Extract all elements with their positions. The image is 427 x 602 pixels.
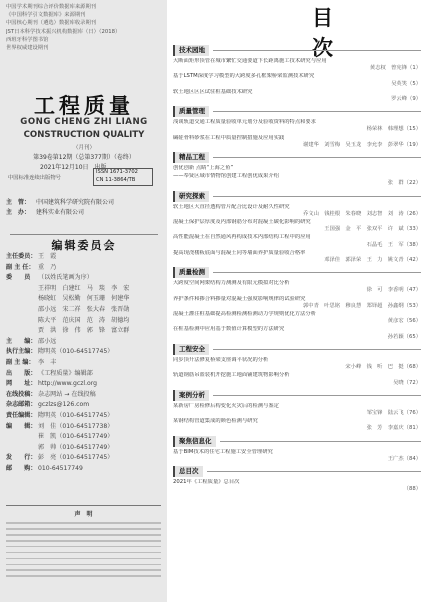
article-title[interactable]: 浅谈轨道交通工程质量验收单元划分及验收资料的特点和要求 xyxy=(173,119,317,126)
board-value: 邵小远 宋二祥 张大春 张晋勋 xyxy=(38,305,130,313)
sponsor-value: 中国建筑科学研究院有限公司 xyxy=(36,199,115,206)
section-header xyxy=(173,106,421,117)
article-page: （56） xyxy=(403,318,421,325)
section-rule xyxy=(213,395,421,396)
board-row xyxy=(6,379,164,390)
article-entry[interactable] xyxy=(173,119,421,133)
board-value: （以姓氏笔画为序） xyxy=(38,274,93,282)
board-value: 隋明英（010-64517745） xyxy=(38,411,114,419)
section-header xyxy=(173,436,421,447)
article-title[interactable]: 某钢结构管道集成的颜色检测与研究 xyxy=(173,418,258,425)
board-row xyxy=(6,284,164,295)
article-meta xyxy=(173,425,421,432)
article-page: （26） xyxy=(403,210,421,217)
section-header xyxy=(173,191,421,202)
section-header xyxy=(173,152,421,163)
article-entry[interactable] xyxy=(173,280,421,294)
index-line: 西班牙科学图书馆 xyxy=(6,36,49,43)
issue-number: 第39卷第12期（总第377期）（卷终） xyxy=(33,154,135,161)
board-value: 重 乃 xyxy=(38,263,57,271)
contents-column xyxy=(167,0,427,602)
article-authors: 罗云峰 xyxy=(391,96,407,103)
article-title[interactable]: 软土地区大直径透构管片配合比设计及耐久性研究 xyxy=(173,203,290,210)
article-page: （5） xyxy=(407,80,421,87)
article-meta xyxy=(173,486,421,493)
article-meta xyxy=(173,126,421,133)
article-page: （42） xyxy=(403,257,421,264)
board-row xyxy=(6,316,164,327)
board-row xyxy=(6,294,164,305)
article-page: （76） xyxy=(403,409,421,416)
article-page: （47） xyxy=(403,287,421,294)
article-title[interactable]: 基于BIM技术的住宅工程施工安全管理研究 xyxy=(173,448,273,455)
board-value: 《工程质量》编辑部 xyxy=(38,369,93,377)
statement-text-line xyxy=(6,546,161,548)
board-value: 刘 佳（010-64517738） xyxy=(38,422,114,430)
sponsor-key: 主 办： xyxy=(6,209,31,216)
board-key: 责任编辑： xyxy=(6,411,37,419)
board-row xyxy=(6,358,164,369)
article-entry[interactable] xyxy=(173,372,421,386)
article-authors: 乔文山 钱桂根 朱春晓 刘志智 刘 涛 xyxy=(303,210,404,217)
article-page: （68） xyxy=(403,364,421,371)
board-key: 出 版： xyxy=(6,369,37,377)
article-meta xyxy=(173,410,421,417)
article-entry[interactable] xyxy=(173,403,421,417)
article-title[interactable]: 提高现浇楼板底面与混凝土同等墙面养护质量验收合格率 xyxy=(173,249,306,256)
section-label: 案例分析 xyxy=(173,390,209,401)
statement-text-line xyxy=(6,534,161,536)
board-key: 主 编： xyxy=(6,337,37,345)
article-title[interactable]: 在桩基检测中应用基于数值计算模型的方法研究 xyxy=(173,326,285,333)
article-meta xyxy=(173,211,421,218)
board-row xyxy=(6,432,164,443)
board-key: 发 行： xyxy=(6,454,37,462)
article-page: （19） xyxy=(403,141,421,148)
article-page: （88） xyxy=(403,486,421,493)
article-title[interactable]: 基于LSTM深度学习模型的大跨度多孔框架桥梁监测技术研究 xyxy=(173,73,315,80)
board-row xyxy=(6,263,164,274)
article-meta xyxy=(173,318,421,325)
section-rule xyxy=(213,157,421,158)
article-page: （65） xyxy=(403,333,421,340)
article-authors: 黄彦宏 xyxy=(387,318,404,325)
article-title[interactable]: 2021年《工程质量》总目次 xyxy=(173,478,240,485)
section-rule xyxy=(213,272,421,273)
board-value: 隋明英（010-64517745） xyxy=(38,348,114,356)
board-value: 彭 亮（010-64517745） xyxy=(38,454,114,462)
section-label: 质量检测 xyxy=(173,267,209,278)
section-header xyxy=(173,45,421,56)
index-line: JST日本科学技术振兴机构数据库（日）（2018） xyxy=(6,28,121,35)
board-row xyxy=(6,305,164,316)
article-page: （72） xyxy=(403,379,421,386)
sponsor-key: 主 管： xyxy=(6,199,31,206)
section-rule xyxy=(220,441,422,442)
article-page: （33） xyxy=(403,226,421,233)
article-meta xyxy=(173,303,421,310)
board-row xyxy=(6,252,164,263)
article-meta xyxy=(173,180,421,187)
index-line: 世界权威建设期刊 xyxy=(6,45,49,52)
article-authors: 石晶毛 王 军 xyxy=(366,241,404,248)
index-line: 中国学术期刊综合评价数据库来源期刊 xyxy=(6,4,97,10)
article-authors: 张 芳 李嘉庆 xyxy=(366,425,404,432)
article-authors: 王广杰 xyxy=(387,455,404,462)
section-rule xyxy=(213,50,421,51)
journal-pinyin: GONG CHENG ZHI LIANG xyxy=(20,117,148,127)
article-entry[interactable] xyxy=(173,73,421,87)
article-page: （9） xyxy=(407,96,421,103)
board-value: 李 丰 xyxy=(38,358,57,366)
board-value: 王祥明 白建红 马 琰 李 宏 xyxy=(38,284,130,292)
article-authors: 王国强 金 平 张双平 许 斌 xyxy=(324,226,404,233)
section-rule xyxy=(213,111,421,112)
statement-text-line xyxy=(6,522,161,524)
article-entry[interactable] xyxy=(173,135,421,149)
editorial-board xyxy=(6,252,164,474)
article-authors: 张 群 xyxy=(387,180,404,187)
article-title[interactable]: 混凝土灌注桩基础提高检测检测检测动力学规则优化方法分析 xyxy=(173,311,317,318)
frequency: （月刊） xyxy=(72,145,95,151)
article-authors: 宋小峰 钱 听 巴 挺 xyxy=(345,364,404,371)
article-entry[interactable] xyxy=(173,418,421,432)
article-authors: 邹宝锋 陆云飞 xyxy=(366,409,404,416)
board-key: 编 辑： xyxy=(6,422,37,430)
article-title[interactable]: 软土地区区区试驻桩基础技术研究 xyxy=(173,88,253,95)
article-page: （84） xyxy=(403,455,421,462)
article-title[interactable]: 轨道钢筋吊篮装机开挖施工地面铺建筑物影响分析 xyxy=(173,372,290,379)
sponsor-row xyxy=(6,208,164,218)
article-title[interactable]: 同步顶升法修复桥梁支座调平状况的分析 xyxy=(173,356,269,363)
statement-text-line xyxy=(6,564,161,566)
article-entry[interactable] xyxy=(173,250,421,264)
board-key: 主任委员： xyxy=(6,253,37,260)
statement-text-line xyxy=(6,528,161,530)
article-meta xyxy=(173,96,421,103)
section-label: 总目次 xyxy=(173,466,203,477)
article-entry[interactable] xyxy=(173,479,421,493)
statement-text-line xyxy=(6,558,161,560)
section-header xyxy=(173,267,421,278)
issn: ISSN 1671-3702 xyxy=(96,169,138,175)
board-key: 副 主 任： xyxy=(6,263,35,271)
article-meta xyxy=(173,380,421,387)
board-row xyxy=(6,273,164,284)
article-authors: 孙若颖 xyxy=(387,333,404,340)
article-entry[interactable] xyxy=(173,219,421,233)
board-row xyxy=(6,369,164,380)
board-value: 郭 帅（010-64517749） xyxy=(38,443,114,451)
article-authors: 吴晓 xyxy=(393,379,404,386)
section-rule xyxy=(213,196,421,197)
article-entry[interactable] xyxy=(173,234,421,248)
board-key: 执行主编： xyxy=(6,348,37,356)
board-key: 委 员 xyxy=(6,274,31,282)
index-line: 中国核心期刊（遴选）数据库收录期刊 xyxy=(6,20,97,27)
board-row xyxy=(6,464,164,475)
board-row xyxy=(6,337,164,348)
article-meta xyxy=(173,242,421,249)
article-meta xyxy=(173,456,421,463)
board-row xyxy=(6,347,164,358)
article-page: （81） xyxy=(403,425,421,432)
article-entry[interactable] xyxy=(173,58,421,72)
board-value: gczlzs@126.com xyxy=(38,401,90,409)
board-value: 王 霞 xyxy=(38,253,57,260)
board-row xyxy=(6,400,164,411)
board-row xyxy=(6,453,164,464)
journal-logo: 工程质量 xyxy=(34,93,134,118)
statement-text-line xyxy=(6,569,161,571)
indexing-list xyxy=(6,3,164,52)
cn-number: CN 11-3864/TB xyxy=(96,176,136,183)
sponsor-value: 建科实业有限公司 xyxy=(36,209,85,216)
article-authors: 徐 可 李香明 xyxy=(366,287,404,294)
statement-text-line xyxy=(6,552,161,554)
article-authors: 谢建华 刘雪梅 吴玉龙 李允李 彭翠华 xyxy=(303,141,404,148)
article-title[interactable]: 养护条件和掺合料掺量对混凝土强度影响规律的试验研究 xyxy=(173,295,306,302)
board-row xyxy=(6,411,164,422)
article-meta xyxy=(173,226,421,233)
article-entry[interactable] xyxy=(173,173,421,187)
article-page: （1） xyxy=(407,65,421,72)
issn-box xyxy=(93,168,153,186)
article-entry[interactable] xyxy=(173,311,421,325)
article-page: （15） xyxy=(403,126,421,133)
board-key: 网 址： xyxy=(6,380,37,388)
serial-label: 中国标准连续出版物号 xyxy=(8,175,61,181)
article-title[interactable]: 高性能混凝土在自然通风再构成技术内部结构工程中的应用 xyxy=(173,234,311,241)
article-title[interactable]: 大断面矩形顶管在城市繁忙交通要道下长距离施工技术研究与应用 xyxy=(173,58,327,64)
article-page: （22） xyxy=(403,180,421,187)
masthead-column xyxy=(0,0,167,602)
article-entry[interactable] xyxy=(173,326,421,340)
board-value: 010-64517749 xyxy=(38,464,83,472)
board-key: 邮 购： xyxy=(6,464,37,472)
board-key: 杂志邮箱： xyxy=(6,401,37,409)
article-meta xyxy=(173,287,421,294)
section-header xyxy=(173,466,421,477)
article-title[interactable]: 混凝土保护层厚度及内部钢筋分布对混凝土碳化影响的研究 xyxy=(173,219,311,226)
statement-block xyxy=(6,505,161,581)
section-label: 研究探索 xyxy=(173,191,209,202)
board-value: 陈大平 范庆国 范 涛 胡德均 xyxy=(38,316,130,324)
section-label: 技术园地 xyxy=(173,45,209,56)
board-row xyxy=(6,443,164,454)
index-line: 《中国科学引文数据库》来源期刊 xyxy=(6,12,86,19)
article-authors: 吴英笑 xyxy=(391,80,407,87)
board-value: 杂志网站 → 在线投稿 xyxy=(38,390,96,398)
board-value: 崔 凯（010-64517749） xyxy=(38,433,114,441)
article-authors: 黄志权 曾宪锋 xyxy=(369,65,407,72)
article-authors: 杨荣林 韩理想 xyxy=(366,126,404,133)
board-row xyxy=(6,326,164,337)
article-entry[interactable] xyxy=(173,449,421,463)
article-authors: 郭中青 叶思铭 穆良慧 郑铎超 孙鑫纲 xyxy=(303,302,404,309)
article-entry[interactable] xyxy=(173,296,421,310)
editorial-board-title: 编辑委员会 xyxy=(10,234,158,253)
section-rule xyxy=(213,349,421,350)
article-title[interactable]: 大跨度空间网架结构力测测及有限元模拟对比分析 xyxy=(173,280,290,287)
table-of-contents xyxy=(173,42,421,494)
article-meta xyxy=(173,257,421,264)
article-title[interactable]: 碱硅骨料砂浆在工程中质量控制措施及应用实践 xyxy=(173,134,285,141)
board-key: 在线投稿： xyxy=(6,390,37,398)
article-authors: 邓泽佳 郭泽荣 王 力 姚文青 xyxy=(324,257,404,264)
article-meta xyxy=(173,81,421,88)
board-key: 副 主 编： xyxy=(6,358,35,366)
article-entry[interactable] xyxy=(173,165,421,172)
board-value: 杨晓虹 吴松勤 何玉珊 何建华 xyxy=(38,295,130,303)
article-page: （53） xyxy=(403,302,421,309)
board-value: 邵小远 xyxy=(38,337,57,345)
article-meta xyxy=(173,65,421,72)
section-label: 精品工程 xyxy=(173,152,209,163)
section-rule xyxy=(207,471,422,472)
statement-text-line xyxy=(6,540,161,542)
article-title[interactable]: 创优创新 点睛“上海之鱼” xyxy=(173,165,234,172)
statement-text-line xyxy=(6,575,161,577)
board-value: http://www.gczl.org xyxy=(38,380,98,388)
section-label: 工程安全 xyxy=(173,344,209,355)
contents-title: 目 次 xyxy=(312,5,378,60)
section-header xyxy=(173,344,421,355)
board-value: 贾 洪 徐 伟 郭 锋 富立群 xyxy=(38,327,130,335)
publish-date: 2021年12月10日 出版 xyxy=(40,164,107,171)
sponsor-row xyxy=(6,198,164,208)
section-header xyxy=(173,390,421,401)
article-title[interactable]: ——奉贤区域市情物馆创建工程创优成果介绍 xyxy=(173,173,279,180)
sponsor-block xyxy=(6,198,164,218)
article-page: （38） xyxy=(403,241,421,248)
section-label: 聚焦信息化 xyxy=(173,436,216,447)
article-meta xyxy=(173,334,421,341)
board-row xyxy=(6,422,164,433)
board-row xyxy=(6,390,164,401)
article-meta xyxy=(173,142,421,149)
article-entry[interactable] xyxy=(173,204,421,218)
article-entry[interactable] xyxy=(173,357,421,371)
journal-english-name: CONSTRUCTION QUALITY xyxy=(23,130,145,140)
section-label: 质量管理 xyxy=(173,106,209,117)
article-entry[interactable] xyxy=(173,89,421,103)
statement-title: 声 明 xyxy=(74,511,93,518)
article-title[interactable]: 某新房厂房检修后构变化火灾后的检测与鉴定 xyxy=(173,402,279,409)
article-meta xyxy=(173,364,421,371)
